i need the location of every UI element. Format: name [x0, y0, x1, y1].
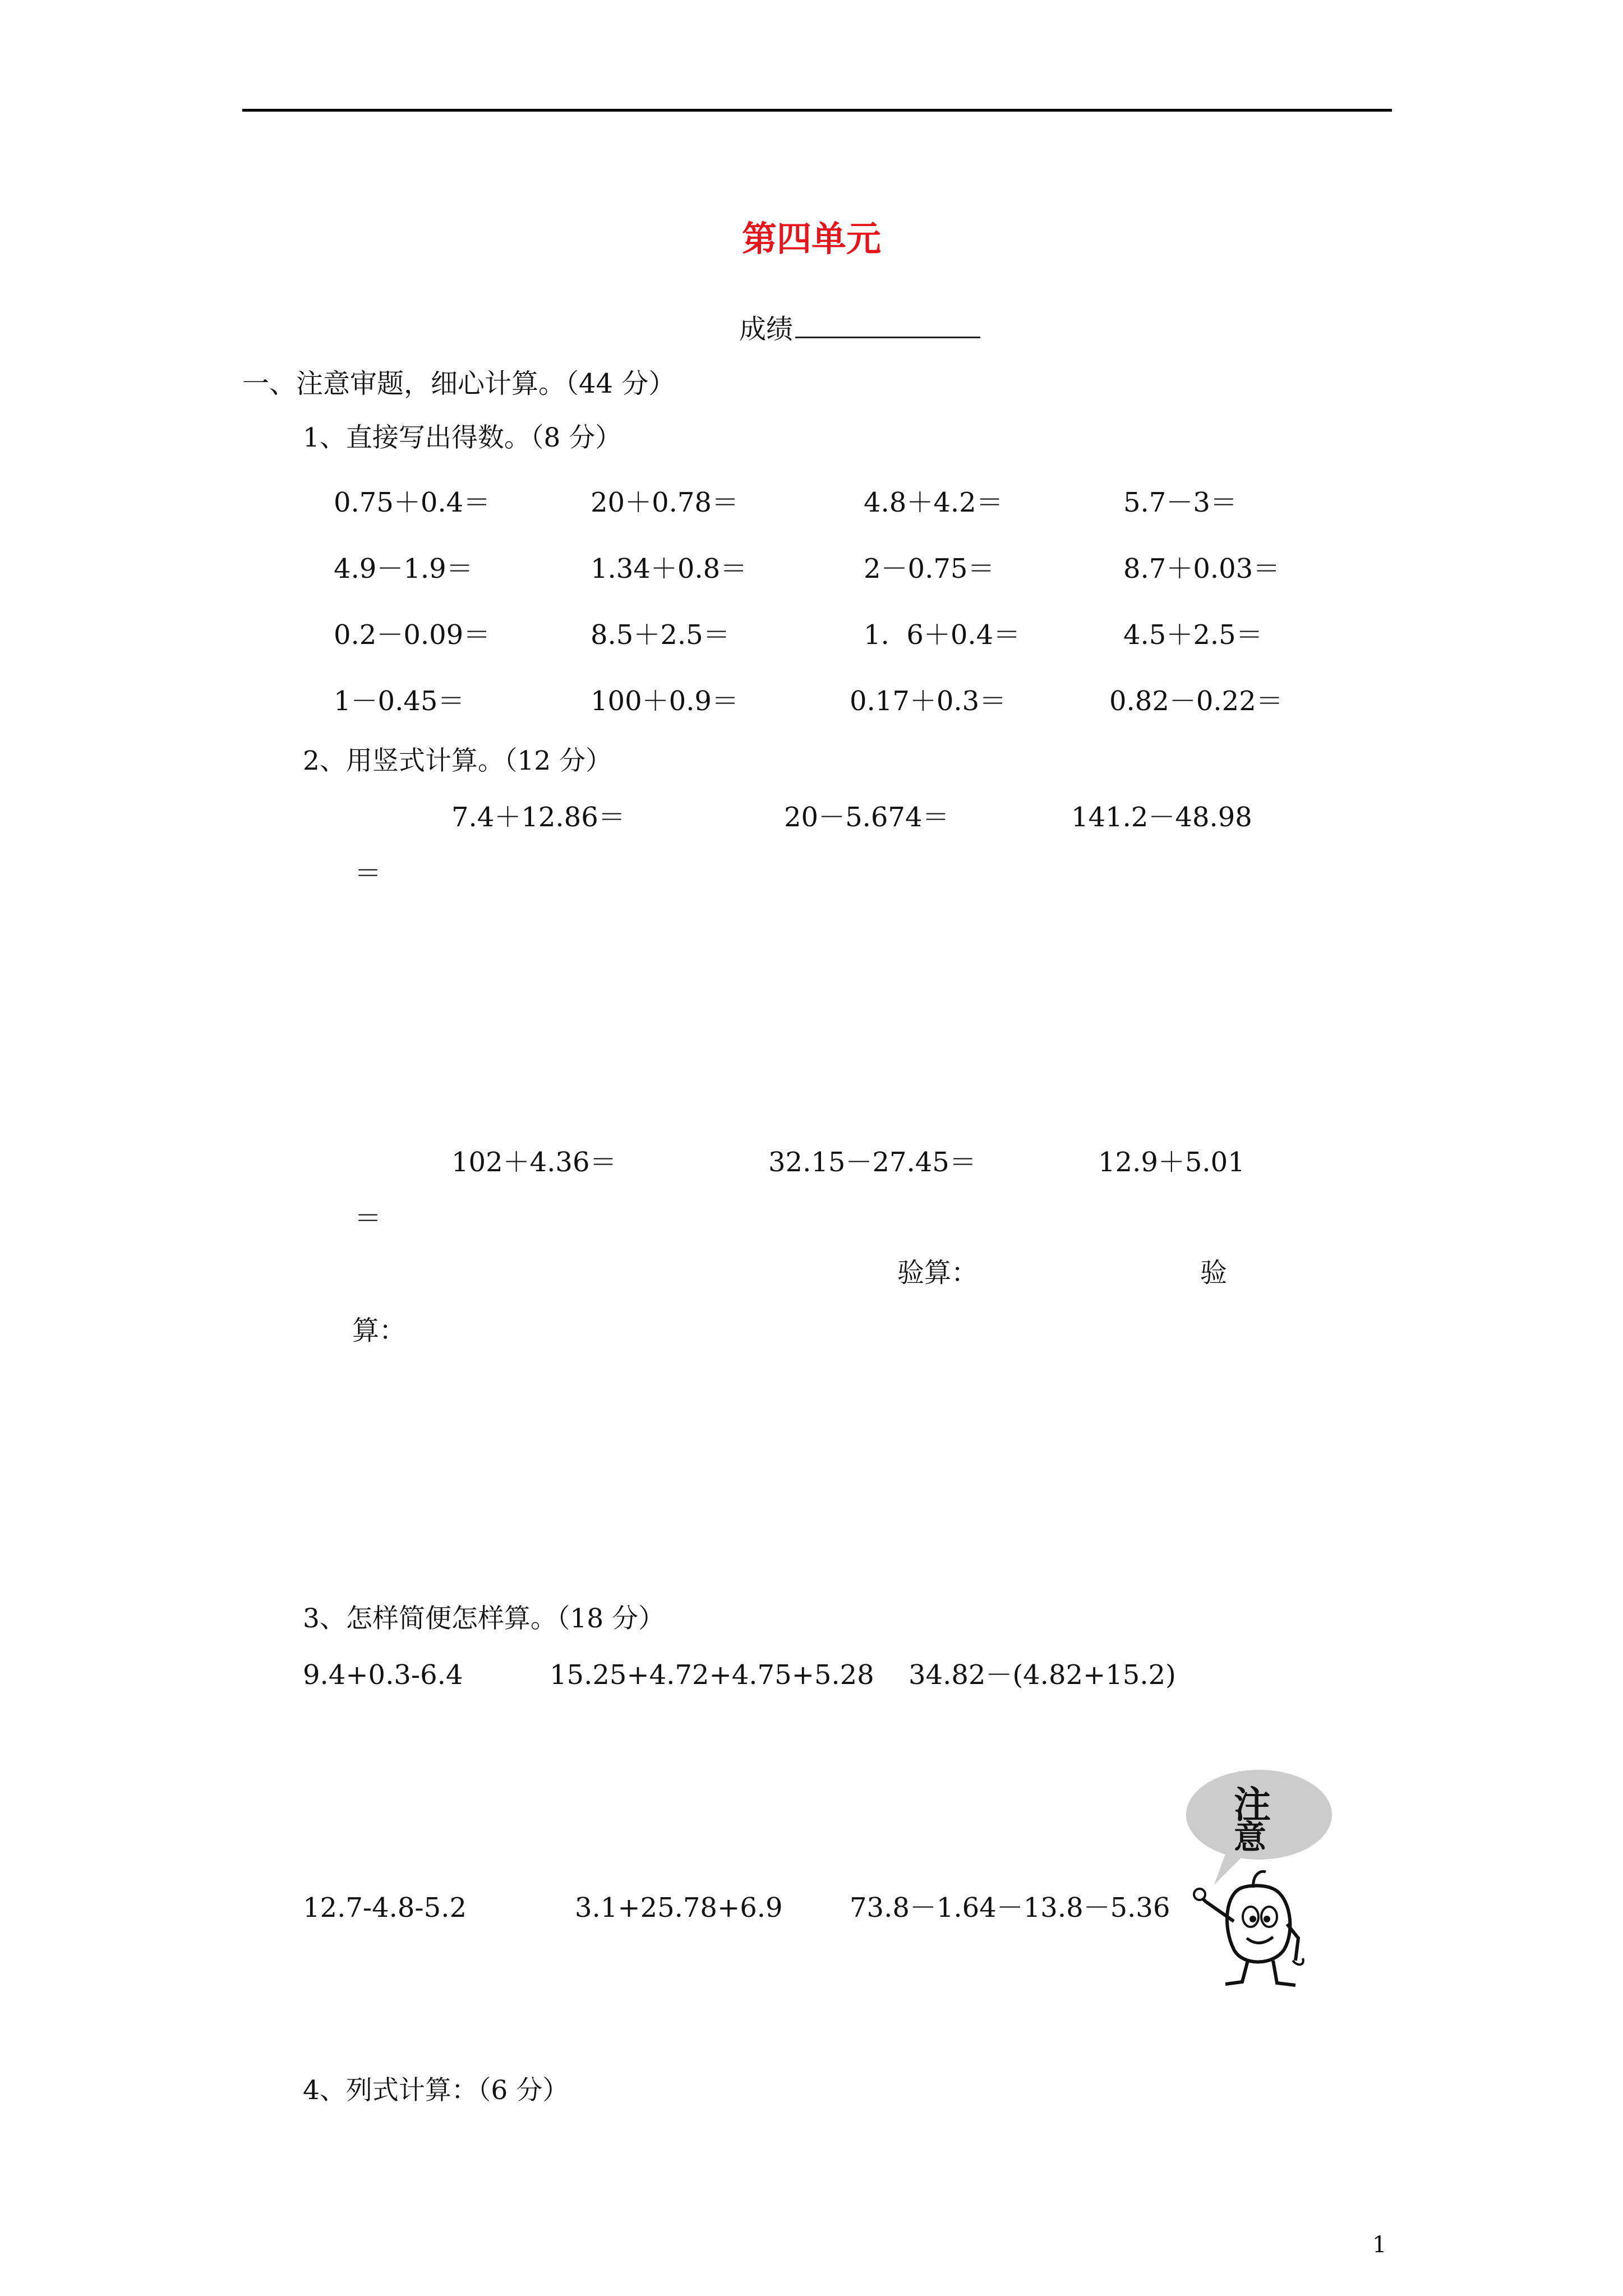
q1-item: 5.7－3＝: [1123, 487, 1237, 518]
q2-problem: 32.15－27.45＝: [768, 1147, 976, 1178]
q4-heading: 4、列式计算：（6 分）: [303, 2075, 569, 2106]
q3-problem: 15.25+4.72+4.75+5.28: [550, 1659, 874, 1691]
check-label-part1: 验: [1200, 1257, 1228, 1289]
q1-item: 8.7＋0.03＝: [1123, 553, 1280, 585]
q2-problem: 7.4＋12.86＝: [451, 802, 625, 833]
score-field: [739, 314, 980, 343]
q2-problem: 102＋4.36＝: [451, 1147, 617, 1178]
bubble-text-1: 注: [1234, 1783, 1271, 1826]
q2-heading: 2、用竖式计算。（12 分）: [303, 746, 612, 776]
q2-equals: ＝: [354, 1203, 382, 1234]
section1-heading: 一、注意审题，细心计算。（44 分）: [242, 368, 676, 399]
bubble-text-2: 意: [1234, 1818, 1267, 1856]
q1-item: 0.75＋0.4＝: [334, 487, 491, 518]
q1-item: 100＋0.9＝: [591, 685, 739, 717]
q3-heading: 3、怎样简便怎样算。（18 分）: [303, 1603, 665, 1634]
page-title: 第四单元: [742, 218, 882, 259]
q1-item: 4.9－1.9＝: [334, 553, 473, 585]
q2-problem: 12.9＋5.01: [1098, 1147, 1245, 1178]
q2-problem: 141.2－48.98: [1071, 802, 1252, 833]
check-label-part2: 算：: [352, 1315, 407, 1346]
q1-item: 0.17＋0.3＝: [850, 685, 1007, 717]
q1-item: 0.82－0.22＝: [1109, 685, 1283, 717]
attention-mascot-icon: [1181, 1770, 1343, 1994]
q3-problem: 34.82－(4.82+15.2): [909, 1659, 1176, 1691]
q3-problem: 9.4+0.3-6.4: [303, 1659, 463, 1691]
q2-equals: ＝: [354, 858, 382, 889]
q3-problem: 3.1+25.78+6.9: [575, 1892, 783, 1924]
score-blank: [795, 314, 980, 338]
score-label: 成绩: [739, 314, 794, 345]
q1-heading: 1、直接写出得数。（8 分）: [303, 422, 622, 453]
q3-problem: 73.8－1.64－13.8－5.36: [850, 1892, 1170, 1924]
q1-item: 20＋0.78＝: [591, 487, 739, 518]
q1-item: 1.34＋0.8＝: [591, 553, 748, 585]
q2-problem: 20－5.674＝: [784, 802, 949, 833]
q1-item: 4.8＋4.2＝: [864, 487, 1003, 518]
q1-item: 0.2－0.09＝: [334, 619, 491, 651]
page-number: 1: [1372, 2232, 1387, 2258]
check-label: 验算：: [897, 1257, 979, 1289]
header-rule: [242, 109, 1392, 112]
q3-problem: 12.7-4.8-5.2: [303, 1892, 467, 1924]
q1-item: 1－0.45＝: [334, 685, 465, 717]
q1-item: 1. 6＋0.4＝: [864, 619, 1021, 651]
q1-item: 2－0.75＝: [864, 553, 995, 585]
q1-item: 4.5＋2.5＝: [1123, 619, 1263, 651]
q1-item: 8.5＋2.5＝: [591, 619, 730, 651]
cartoon-character-icon: [1181, 1770, 1343, 1994]
